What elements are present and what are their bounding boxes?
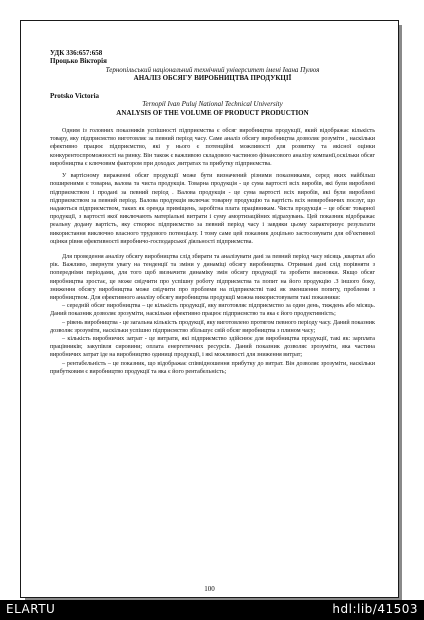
list-item: – рівень виробництва - це загальна кількість продукції, яку виготовлено протягом певного періоду часу. Даний показник дозволяє зрозуміти, наскільки успішно підприємство збільшує свій обсяг виробництва з плином часу; bbox=[50, 319, 375, 334]
title-ua: АНАЛІЗ ОБСЯГУ ВИРОБНИЦТВА ПРОДУКЦІЇ bbox=[133, 73, 292, 82]
list-item: – середній обсяг виробництва – це кількість продукції, яку виготовляє підприємство за один день, тиждень або місяць. Даний показник дозволяє зрозуміти, наскільки ефективно працює підприємство та яка є його продуктивність; bbox=[50, 303, 375, 318]
udc-code: УДК 336:657:658 bbox=[50, 49, 103, 57]
paragraph: У вартісному вираженні обсяг продукції може бути визначений різними показниками, серед яких найбільш поширеними є товарна, валова та чиста продукція. Товарна продукція - це сума вартості всіх виробів, які були вироблені підприємством і продані за певний період . Валова продукція - це сума вартості всіх виробів, які були вироблені підприємством за певний період. Валова продукція включає товарну продукцію та вартість всіх невиробничих послуг, що надаються підприємством, таких як оренда приміщень, заробітна плата працівникам. Чиста продукція – це обсяг товарної продукції, з вартості якої виключають матеріальні витрати і суму амортизаційних відрахувань. Цей показник відображає реальну додану вартість, яку створює підприємство за певний період часу і завдяки цьому характеризує результати використання виключно власного трудового потенціалу. І тому саме цей показник доцільно застосовувати для об'єктивної оцінки рівня ефективності виробничо-господарської діяльності підприємства. bbox=[50, 173, 375, 245]
footer-bar bbox=[0, 600, 424, 620]
title-en: ANALYSIS OF THE VOLUME OF PRODUCT PRODUCTION bbox=[116, 108, 309, 117]
handle-id: hdl:lib/41503 bbox=[332, 602, 418, 616]
list-item: – кількість виробничих затрат - це витрати, які підприємство здійснює для виробництва продукції, такі як: зарплата працівників; закупівля сировини; оплата енергетичних ресурсів. Даний показник дозволяє зрозуміти, яка частина виробничих затрат іде на виробництво одиниці продукції, і які можливості для зниження витрат; bbox=[50, 335, 375, 359]
author-ua: Процько Вікторія bbox=[50, 57, 107, 66]
page-shadow-right bbox=[399, 25, 402, 600]
paragraph: Одним із головних показників успішності підприємства є обсяг виробництва продукції, який відображає кількість товару, яку підприємство виготовляє за певний період часу. Саме аналіз обсягу виробництва дозволяє розуміти , наскільки ефективно працює підприємство, які у нього є потенційні можливості для розвитку та якісної оцінки конкурентоспроможності на ринку. Він також є важливою складовою частиною фінансового аналізу компанії,оскільки обсяг виробництва є ключовим фактором при доходах ,витратах та прибутку підприємства. bbox=[50, 128, 375, 167]
page-number: 100 bbox=[204, 585, 215, 593]
affiliation-en: Ternopil Ivan Puluj National Technical University bbox=[142, 100, 283, 109]
affiliation-ua: Тернопільський національний технічний університет імені Івана Пулюя bbox=[105, 65, 320, 74]
article-body bbox=[50, 49, 375, 376]
author-en: Protsko Victoria bbox=[50, 92, 100, 101]
repository-name: ELARTU bbox=[6, 602, 56, 616]
paragraph: Для проведення аналізу обсягу виробництва слід збирати та аналізувати дані за певний період часу місяць ,квартал або рік. Важливо, звернути увагу на тенденції та зміни у динаміці обсягу виробництва. Отримані дані слід порівняти з попередніми періодами, для того щоб визначити динаміку змін обсягу продукції та зробити висновки. Якщо обсяг виробництва зростає, це може свідчити про успішну роботу підприємства та попит на його продукцію .З іншого боку, зниження обсягу виробництва може свідчити про проблеми на підприємстві такі як зменшення попиту, проблеми з виробництвом. Для ефективного аналізу обсягу виробництва продукції можна використовувати такі показники: bbox=[50, 253, 375, 301]
document-page bbox=[20, 20, 399, 598]
list-item: – рентабельність – це показник, що відображає співвідношення прибутку до витрат. Він дозволяє зрозуміти, наскільки прибутковим є виробництво продукції та яка є його рентабельність; bbox=[50, 360, 375, 375]
